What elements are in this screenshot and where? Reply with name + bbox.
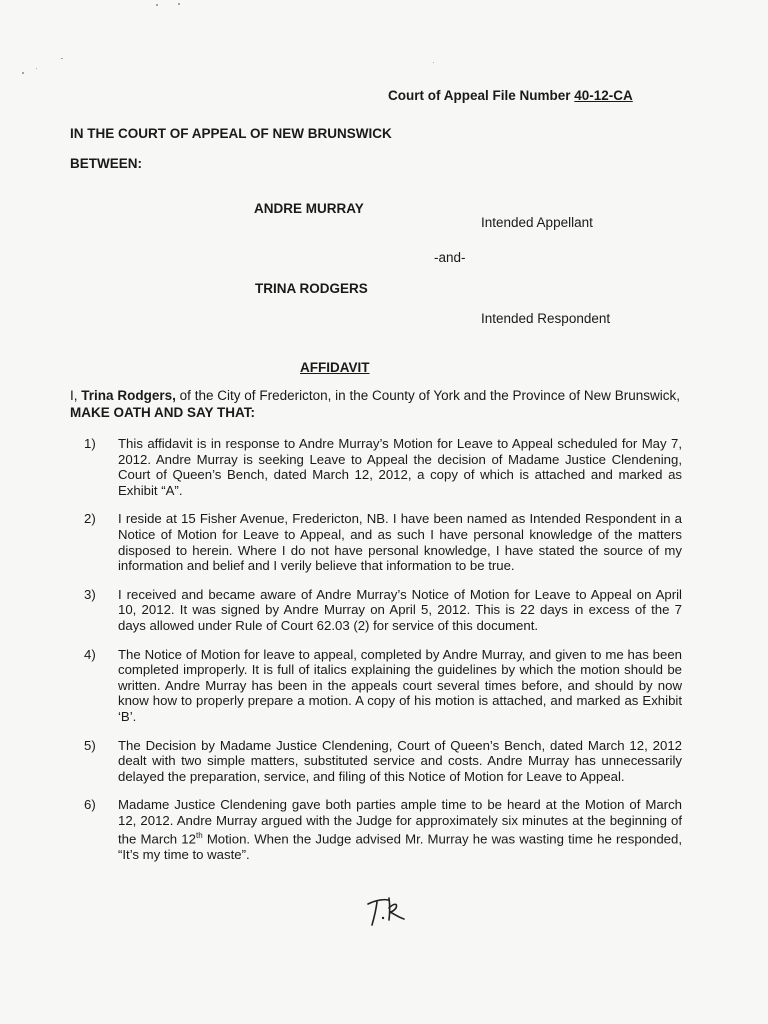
paragraph-number: 4)	[84, 646, 96, 662]
respondent-role: Intended Respondent	[481, 311, 611, 326]
oath-statement: MAKE OATH AND SAY THAT:	[70, 404, 256, 420]
initials-signature	[362, 892, 408, 928]
scan-speck	[61, 58, 63, 59]
document-title: AFFIDAVIT	[300, 360, 370, 375]
file-number: 40-12-CA	[574, 88, 633, 103]
file-number-line	[388, 88, 633, 103]
paragraph-text: I reside at 15 Fisher Avenue, Fredericton, NB. I have been named as Intended Respondent in a Notice of Motion for Leave to Appeal, and as such I have personal knowledge of the matters disposed to herein. Where I do not have personal knowledge, I have stated the source of my information and belief and I verily believe that information to be true.	[118, 511, 682, 574]
paragraph-text: This affidavit is in response to Andre Murray’s Motion for Leave to Appeal scheduled for May 7, 2012. Andre Murray is seeking Leave to Appeal the decision of Madame Justice Clendening, Court of Queen’s Bench, dated March 12, 2012, a copy of which is attached and marked as Exhibit “A”.	[118, 436, 682, 498]
paragraph-text-b: Motion. When the Judge advised Mr. Murray he was wasting time he responded, “It’s my time to waste”.	[118, 831, 683, 863]
scan-speck	[36, 68, 37, 69]
appellant-name: ANDRE MURRAY	[254, 201, 364, 216]
paragraph-number: 2)	[84, 511, 96, 527]
paragraph-number: 3)	[84, 586, 96, 602]
file-number-label: Court of Appeal File Number	[388, 88, 571, 103]
paragraph-item	[70, 647, 682, 725]
numbered-paragraphs	[70, 436, 682, 876]
scan-speck	[22, 72, 24, 74]
intro-mid: of the City of Fredericton, in the County of York and the Province of New Brunswick,	[175, 388, 680, 403]
court-heading: IN THE COURT OF APPEAL OF NEW BRUNSWICK	[70, 126, 392, 141]
paragraph-text-a: Madame Justice Clendening gave both parties ample time to be heard at the Motion of March 12, 2012. Andre Murray argued with the Judge for approximately six minutes at the beginning of the March 12	[118, 797, 682, 847]
scan-speck	[178, 3, 180, 5]
intro-pre: I,	[70, 388, 82, 403]
paragraph-item	[70, 511, 682, 573]
appellant-role: Intended Appellant	[481, 215, 593, 230]
respondent-name: TRINA RODGERS	[255, 281, 368, 296]
paragraph-item	[70, 738, 682, 785]
paragraph-text	[110, 797, 682, 863]
paragraph-number: 5)	[84, 737, 96, 753]
paragraph-item	[70, 436, 682, 498]
between-label: BETWEEN:	[70, 156, 142, 171]
intro-paragraph	[70, 388, 680, 421]
paragraph-text: I received and became aware of Andre Murray’s Notice of Motion for Leave to Appeal on April 10, 2012. It was signed by Andre Murray on April 5, 2012. This is 22 days in excess of the 7 days allowed under Rule of Court 62.03 (2) for service of this document.	[118, 586, 682, 633]
and-separator: -and-	[434, 250, 466, 265]
paragraph-text: The Decision by Madame Justice Clendening, Court of Queen’s Bench, dated March 12, 2012 dealt with two simple matters, substituted service and costs. Andre Murray has unnecessarily delayed the preparation, service, and filing of this Notice of Motion for Leave to Appeal.	[118, 737, 682, 784]
paragraph-number: 6)	[84, 797, 96, 813]
paragraph-text: The Notice of Motion for leave to appeal, completed by Andre Murray, and given to me has been completed improperly. It is full of italics explaining the guidelines by which the motion should be written. Andre Murray has been in the appeals court several times before, and should by now know how to properly prepare a motion. A copy of his motion is attached, and marked as Exhibit ‘B’.	[118, 646, 682, 724]
scan-speck	[433, 62, 434, 63]
paragraph-item	[70, 797, 682, 863]
paragraph-number: 1)	[84, 436, 96, 451]
paragraph-item	[70, 587, 682, 634]
superscript-th: th	[195, 831, 203, 841]
scan-speck	[156, 4, 158, 6]
deponent-name: Trina Rodgers,	[81, 388, 176, 403]
